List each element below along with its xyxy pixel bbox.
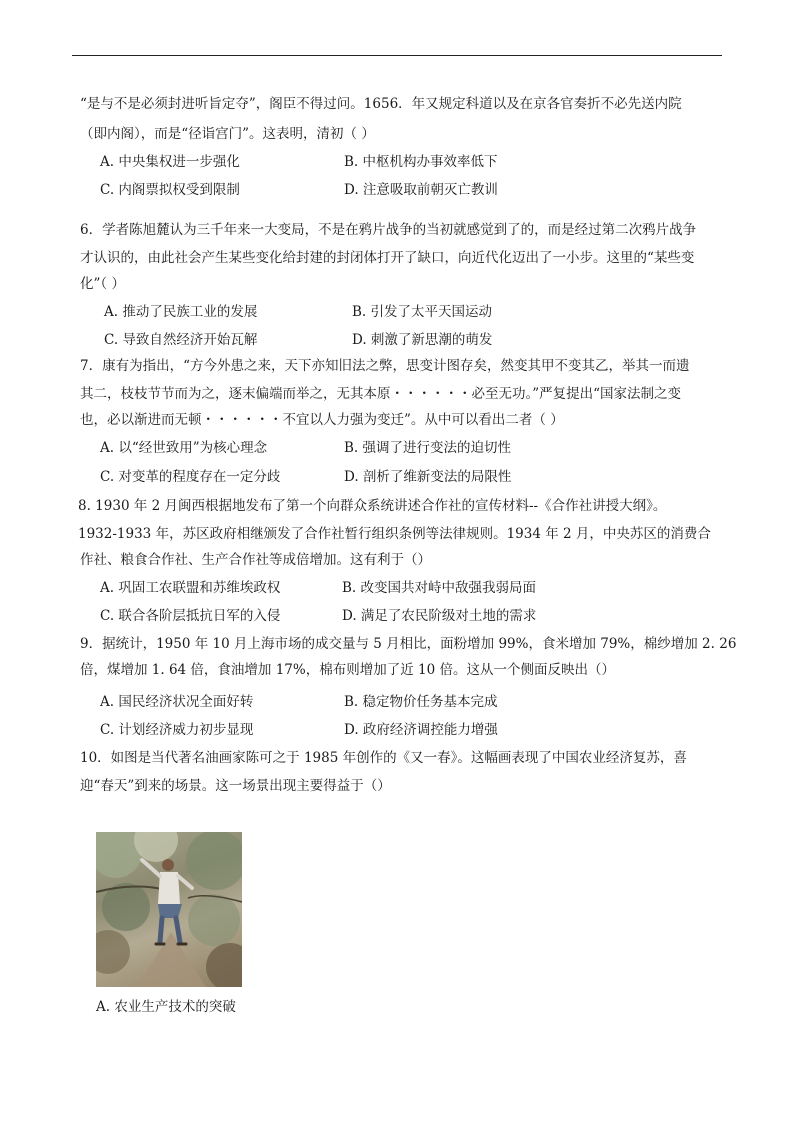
- q9-option-a: A. 国民经济状况全面好转: [100, 694, 254, 710]
- q6-option-b: B. 引发了太平天国运动: [352, 304, 493, 320]
- q7-option-a: A. 以“经世致用”为核心理念: [100, 440, 268, 456]
- q8-option-b: B. 改变国共对峙中敌强我弱局面: [342, 580, 537, 596]
- q9-line-2: 倍，煤增加 1. 64 倍，食油增加 17%，棉布则增加了近 10 倍。这从一个侧面反映出（）: [80, 662, 615, 678]
- q10-line-1: 10．如图是当代著名油画家陈可之于 1985 年创作的《又一春》。这幅画表现了中国农业经济复苏，喜: [80, 750, 687, 766]
- q5-line-2: （即内阁），而是“径诣宫门”。这表明，清初（ ）: [80, 126, 375, 142]
- q9-line-1: 9．据统计，1950 年 10 月上海市场的成交量与 5 月相比，面粉增加 99%，食米增加 79%，棉纱增加 2. 26: [80, 636, 737, 652]
- q8-line-1: 8. 1930 年 2 月闽西根据地发布了第一个向群众系统讲述合作社的宣传材料--《合作社讲授大纲》。: [78, 498, 667, 514]
- q5-option-b: B. 中枢机构办事效率低下: [344, 154, 498, 170]
- q6-option-d: D. 刺激了新思潮的萌发: [352, 332, 493, 348]
- q6-line-3: 化”（ ）: [80, 276, 125, 292]
- q10-option-a: A. 农业生产技术的突破: [96, 999, 236, 1015]
- painting-illustration: [96, 832, 242, 987]
- header-rule: [72, 55, 722, 56]
- q8-option-c: C. 联合各阶层抵抗日军的入侵: [100, 608, 281, 624]
- q9-option-c: C. 计划经济威力初步显现: [100, 722, 254, 738]
- q7-option-c: C. 对变革的程度存在一定分歧: [100, 469, 281, 485]
- q5-option-c: C. 内阁票拟权受到限制: [100, 182, 240, 198]
- q7-line-3: 也，必以渐进而无顿・・・・・・不宜以人力强为变迁”。从中可以看出二者（ ）: [80, 412, 564, 428]
- painting-image: [96, 832, 242, 987]
- q9-option-b: B. 稳定物价任务基本完成: [344, 694, 498, 710]
- q6-line-1: 6．学者陈旭麓认为三千年来一大变局，不是在鸦片战争的当初就感觉到了的，而是经过第二次鸦片战争: [80, 222, 697, 238]
- q7-line-2: 其二，枝枝节节而为之，逐末偏端而举之，无其本原・・・・・・必至无功。”严复提出“国家法制之变: [80, 386, 682, 402]
- q9-option-d: D. 政府经济调控能力增强: [344, 722, 498, 738]
- q7-line-1: 7．康有为指出，“方今外患之来，天下亦知旧法之弊，思变计图存矣，然变其甲不变其乙，举其一而遗: [80, 358, 690, 374]
- q8-line-2: 1932-1933 年，苏区政府相继颁发了合作社暂行组织条例等法律规则。1934 年 2 月，中央苏区的消费合: [78, 526, 711, 542]
- q8-line-3: 作社、粮食合作社、生产合作社等成倍增加。这有利于（）: [80, 552, 431, 568]
- q6-option-c: C. 导致自然经济开始瓦解: [104, 332, 258, 348]
- q8-option-d: D. 满足了农民阶级对土地的需求: [342, 608, 537, 624]
- q6-line-2: 才认识的，由此社会产生某些变化给封建的封闭体打开了缺口，向近代化迈出了一小步。这里的“某些变: [80, 250, 695, 266]
- q8-option-a: A. 巩固工农联盟和苏维埃政权: [100, 580, 281, 596]
- q6-option-a: A. 推动了民族工业的发展: [104, 304, 258, 320]
- q5-option-d: D. 注意吸取前朝灭亡教训: [344, 182, 498, 198]
- q7-option-b: B. 强调了进行变法的迫切性: [344, 440, 512, 456]
- q5-line-1: “是与不是必须封进听旨定夺”，阁臣不得过问。1656．年又规定科道以及在京各官奏折不必先送内院: [80, 96, 682, 112]
- q7-option-d: D. 剖析了维新变法的局限性: [344, 469, 512, 485]
- q10-line-2: 迎“春天”到来的场景。这一场景出现主要得益于（）: [80, 778, 391, 794]
- q5-option-a: A. 中央集权进一步强化: [100, 154, 240, 170]
